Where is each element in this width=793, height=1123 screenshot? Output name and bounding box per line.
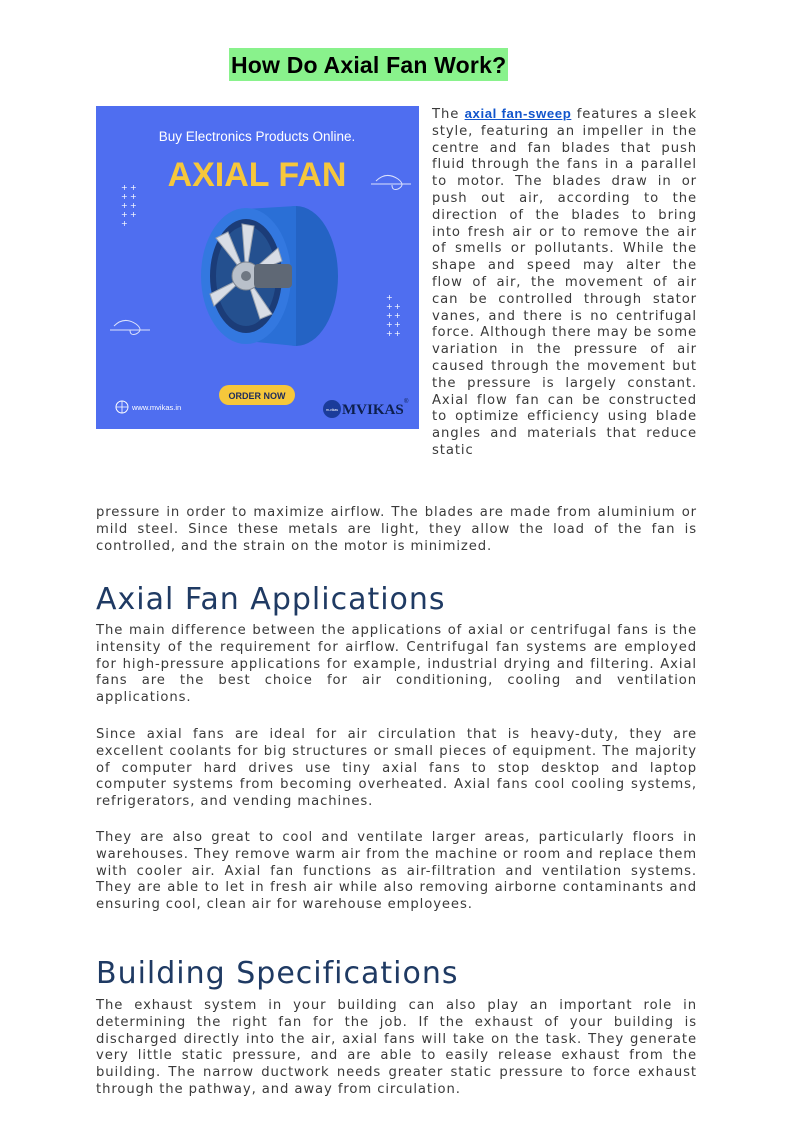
applications-paragraph-3: They are also great to cool and ventilate larger areas, particularly floors in warehouses. They remove warm air from the machine or room and replace them with cooler air. Axial fan functions as air-filtration and ventilation systems. They are able to let in fresh air while also removing airborne contaminants and ensuring cool, clean air for warehouse employees. xyxy=(96,830,697,913)
intro-continuation: pressure in order to maximize airflow. The blades are made from aluminium or mild steel. Since these metals are light, they allow the load of the fan is controlled, and the strain on the motor is minimized. xyxy=(96,505,697,554)
brand-logo-small-text: m-vikas xyxy=(325,408,339,412)
intro-body: features a sleek style, featuring an impeller in the centre and fan blades that push fluid through the fans in a parallel to motor. The blades draw in or push out air, according to the direction of the blades to bring into fresh air or to remove the air of smells or pollutants. While the shape and speed may alter the flow of air, the movement of air can be controlled through stator vanes, and there is no centrifugal force. Although there may be some variation in the pressure of air caused through the movement but the pressure is largely constant. Axial flow fan can be constructed to optimize efficiency using blade angles and materials that reduce static xyxy=(432,107,698,458)
svg-text:+: + xyxy=(386,320,393,329)
building-heading: Building Specifications xyxy=(96,956,459,991)
axial-fan-banner xyxy=(96,106,419,429)
svg-text:+: + xyxy=(121,201,128,210)
axial-fan-sweep-link[interactable]: axial fan-sweep xyxy=(464,106,572,121)
page-title: How Do Axial Fan Work? xyxy=(229,48,508,81)
svg-text:+: + xyxy=(121,219,128,228)
applications-paragraph-2: Since axial fans are ideal for air circulation that is heavy-duty, they are excellent coolants for big structures or small pieces of equipment. The majority of computer hard drives use tiny axial fans to stop desktop and laptop computer systems from becoming overheated. Axial fans cool cooling systems, refrigerators, and vending machines. xyxy=(96,727,697,810)
svg-text:+: + xyxy=(394,302,401,311)
banner-tagline: Buy Electronics Products Online. xyxy=(158,129,356,144)
svg-text:+: + xyxy=(121,210,128,219)
svg-text:+: + xyxy=(121,183,128,192)
building-paragraph-1: The exhaust system in your building can also play an important role in determining the right fan for the job. If the exhaust of your building is discharged directly into the air, axial fans will take on the task. They generate very little static pressure, and are able to easily release exhaust from the building. The narrow ductwork needs greater static pressure to force exhaust through the pathway, and away from circulation. xyxy=(96,998,697,1097)
applications-heading: Axial Fan Applications xyxy=(96,582,446,617)
brand-registered-mark: ® xyxy=(404,399,409,405)
intro-lead: The xyxy=(432,107,465,122)
banner-product-name: AXIAL FAN xyxy=(167,156,347,194)
svg-text:+: + xyxy=(130,210,137,219)
svg-text:+: + xyxy=(130,183,137,192)
applications-paragraph-1: The main difference between the applications of axial or centrifugal fans is the intensity of the requirement for airflow. Centrifugal fan systems are employed for high-pressure applications for example, industrial drying and filtering. Axial fans are the best choice for air conditioning, cooling and ventilation applications. xyxy=(96,623,697,706)
svg-text:+: + xyxy=(386,311,393,320)
intro-paragraph xyxy=(432,106,697,460)
brand-name: MVIKAS xyxy=(342,402,404,418)
svg-text:+: + xyxy=(394,320,401,329)
svg-text:+: + xyxy=(130,192,137,201)
svg-text:+: + xyxy=(394,311,401,320)
svg-text:+: + xyxy=(394,329,401,338)
svg-text:+: + xyxy=(386,293,393,302)
title-wrap xyxy=(229,48,508,81)
svg-text:+: + xyxy=(130,201,137,210)
axial-fan-icon xyxy=(201,206,338,346)
banner-art xyxy=(96,106,419,429)
order-now-label: ORDER NOW xyxy=(228,391,286,401)
website-text: www.mvikas.in xyxy=(132,403,182,412)
svg-text:+: + xyxy=(386,302,393,311)
svg-text:+: + xyxy=(121,192,128,201)
svg-text:+: + xyxy=(386,329,393,338)
